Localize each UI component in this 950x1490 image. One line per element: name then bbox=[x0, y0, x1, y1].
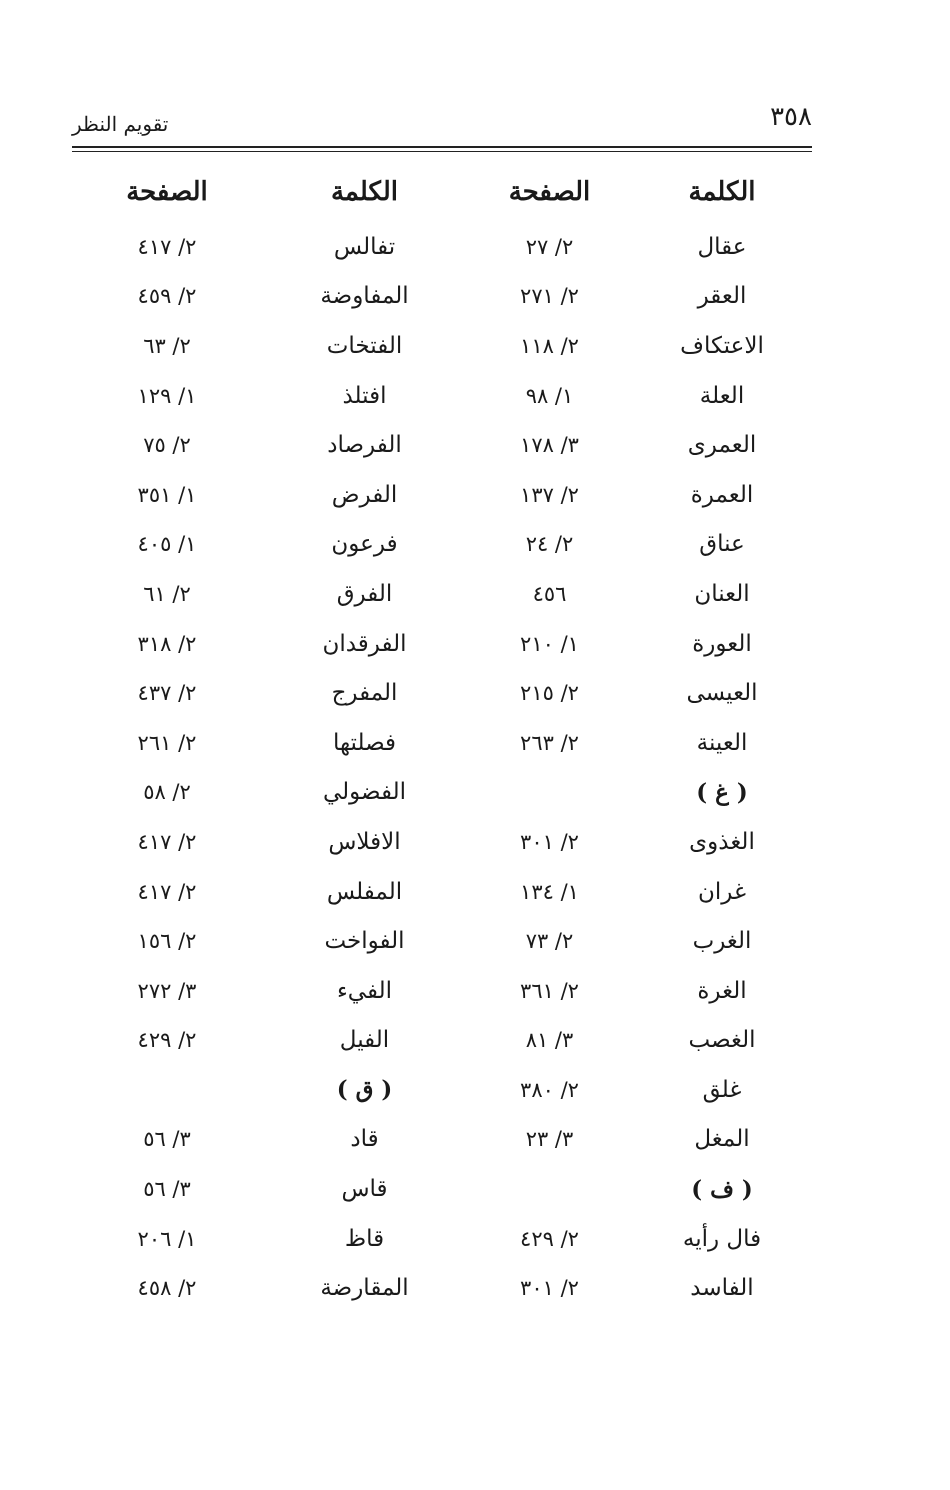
index-word: الفتخات bbox=[326, 332, 403, 359]
column-header-word: الكلمة bbox=[688, 177, 756, 207]
index-word: الفرض bbox=[331, 481, 398, 508]
table-row bbox=[72, 1214, 812, 1264]
index-word: الفواخت bbox=[324, 928, 405, 955]
page-reference: ٢/ ٢٧١ bbox=[520, 284, 579, 309]
page-reference: ٤٥٦ bbox=[532, 581, 567, 606]
index-word: المقارضة bbox=[320, 1275, 409, 1302]
page-reference: ١/ ٣٥١ bbox=[137, 482, 197, 507]
page-number: ٣٥٨ bbox=[770, 102, 812, 132]
page-reference: ١/ ٤٠٥ bbox=[137, 532, 197, 557]
index-rows bbox=[72, 222, 812, 1313]
page-reference: ٢/ ٥٨ bbox=[143, 780, 191, 805]
page-reference: ٢/ ٦١ bbox=[143, 581, 191, 606]
table-row bbox=[72, 272, 812, 322]
index-word: الفرق bbox=[336, 580, 393, 607]
index-word: فرعون bbox=[331, 531, 398, 558]
page-reference: ٣/ ٢٧٢ bbox=[137, 978, 197, 1003]
page-reference: ٢/ ٤٥٨ bbox=[137, 1276, 197, 1301]
table-row bbox=[72, 1164, 812, 1214]
page-reference: ٢/ ٤٢٩ bbox=[137, 1028, 197, 1053]
page-reference: ١/ ٢١٠ bbox=[520, 631, 579, 656]
table-row bbox=[72, 1016, 812, 1066]
index-word: الفضولي bbox=[322, 779, 407, 806]
header-rule-thin bbox=[72, 151, 812, 152]
table-row bbox=[72, 222, 812, 272]
table-row bbox=[72, 668, 812, 718]
index-word: الغرة bbox=[697, 977, 747, 1004]
book-title: تقويم النظر bbox=[72, 112, 169, 136]
table-row bbox=[72, 619, 812, 669]
index-word: الفيء bbox=[336, 977, 393, 1004]
page-reference: ٢/ ٣٠١ bbox=[520, 829, 579, 854]
page-reference: ٢/ ٤١٧ bbox=[137, 879, 197, 904]
index-word: المفلس bbox=[326, 878, 403, 905]
index-word: فصلتها bbox=[332, 729, 397, 756]
page-reference: ٢/ ٣٦١ bbox=[520, 978, 579, 1003]
letter-heading: ( ف ) bbox=[691, 1175, 753, 1203]
page-reference: ٣/ ١٧٨ bbox=[520, 433, 579, 458]
page-reference: ٣/ ٢٣ bbox=[525, 1127, 574, 1152]
header-rule bbox=[72, 146, 812, 148]
table-row bbox=[72, 569, 812, 619]
table-row bbox=[72, 817, 812, 867]
page-reference: ٢/ ٤١٧ bbox=[137, 234, 197, 259]
page-reference: ٣/ ٥٦ bbox=[143, 1177, 191, 1202]
letter-heading: ( غ ) bbox=[696, 778, 748, 806]
column-header-word: الكلمة bbox=[330, 177, 399, 207]
page-reference: ١/ ١٣٤ bbox=[520, 879, 579, 904]
index-word: الفرصاد bbox=[327, 432, 402, 459]
index-word: الغرب bbox=[692, 928, 752, 955]
table-row bbox=[72, 1263, 812, 1313]
page-reference: ٢/ ٧٣ bbox=[525, 929, 574, 954]
index-word: الاعتكاف bbox=[680, 332, 764, 359]
page-reference: ٢/ ٤١٧ bbox=[137, 829, 197, 854]
index-word: الغذوى bbox=[689, 828, 755, 855]
page-reference: ٢/ ٣١٨ bbox=[137, 631, 197, 656]
page-reference: ٣/ ٨١ bbox=[525, 1028, 574, 1053]
table-row bbox=[72, 1115, 812, 1165]
index-word: العمرى bbox=[687, 432, 757, 459]
running-head bbox=[72, 100, 812, 140]
page-reference: ٣/ ٥٦ bbox=[143, 1127, 191, 1152]
index-word: المفاوضة bbox=[320, 283, 409, 310]
table-row bbox=[72, 520, 812, 570]
table-row bbox=[72, 867, 812, 917]
index-word: افتلذ bbox=[342, 382, 387, 409]
page-reference: ٢/ ٣٨٠ bbox=[520, 1077, 579, 1102]
table-row bbox=[72, 718, 812, 768]
index-word: العقر bbox=[697, 283, 747, 310]
index-word: الفيل bbox=[339, 1027, 390, 1054]
table-row bbox=[72, 470, 812, 520]
index-word: العورة bbox=[692, 630, 752, 657]
index-word: عناق bbox=[699, 531, 745, 558]
index-word: المفرج bbox=[331, 680, 398, 707]
index-word: قاد bbox=[350, 1126, 379, 1153]
index-word: العينة bbox=[696, 729, 748, 756]
index-word: قاظ bbox=[344, 1225, 385, 1252]
column-headers bbox=[72, 162, 812, 222]
page-reference: ٢/ ٢١٥ bbox=[520, 681, 579, 706]
index-word: العيسى bbox=[686, 680, 758, 707]
page-reference: ٢/ ١١٨ bbox=[520, 333, 579, 358]
page-reference: ٢/ ٧٥ bbox=[143, 433, 191, 458]
table-row bbox=[72, 768, 812, 818]
table-row bbox=[72, 916, 812, 966]
table-row bbox=[72, 966, 812, 1016]
table-row bbox=[72, 371, 812, 421]
index-word: الفرقدان bbox=[322, 630, 407, 657]
index-word: غران bbox=[698, 878, 746, 905]
page-reference: ٢/ ٤٥٩ bbox=[137, 284, 197, 309]
index-word: المغل bbox=[694, 1126, 750, 1153]
index-word: فال رأيه bbox=[682, 1225, 762, 1252]
page-reference: ٢/ ٢٦٣ bbox=[520, 730, 579, 755]
page-reference: ٢/ ٢٤ bbox=[525, 532, 574, 557]
table-row bbox=[72, 420, 812, 470]
index-word: الفاسد bbox=[690, 1275, 754, 1302]
index-word: العمرة bbox=[690, 481, 754, 508]
index-word: غلق bbox=[702, 1076, 742, 1103]
page-reference: ٢/ ١٣٧ bbox=[520, 482, 579, 507]
column-header-page: الصفحة bbox=[126, 177, 208, 207]
table-row bbox=[72, 321, 812, 371]
index-word: قاس bbox=[341, 1176, 388, 1203]
page-reference: ٢/ ٤٣٧ bbox=[137, 681, 197, 706]
page-reference: ٢/ ٦٣ bbox=[143, 333, 191, 358]
page-reference: ١/ ١٢٩ bbox=[137, 383, 197, 408]
page-reference: ٢/ ٤٢٩ bbox=[520, 1226, 579, 1251]
index-table bbox=[72, 162, 812, 1313]
page-reference: ٢/ ٣٠١ bbox=[520, 1276, 579, 1301]
table-row bbox=[72, 1065, 812, 1115]
letter-heading: ( ق ) bbox=[336, 1076, 393, 1104]
page-reference: ١/ ٢٠٦ bbox=[137, 1226, 197, 1251]
page-reference: ١/ ٩٨ bbox=[525, 383, 574, 408]
column-header-page: الصفحة bbox=[508, 177, 591, 207]
page-reference: ٢/ ١٥٦ bbox=[137, 929, 197, 954]
page-reference: ٢/ ٢٦١ bbox=[137, 730, 197, 755]
index-word: عقال bbox=[697, 233, 747, 260]
index-word: العنان bbox=[694, 580, 750, 607]
index-word: العلة bbox=[699, 382, 745, 409]
index-word: الافلاس bbox=[328, 828, 401, 855]
page-reference: ٢/ ٢٧ bbox=[525, 234, 574, 259]
index-word: تفالس bbox=[333, 233, 396, 260]
index-word: الغصب bbox=[688, 1027, 756, 1054]
